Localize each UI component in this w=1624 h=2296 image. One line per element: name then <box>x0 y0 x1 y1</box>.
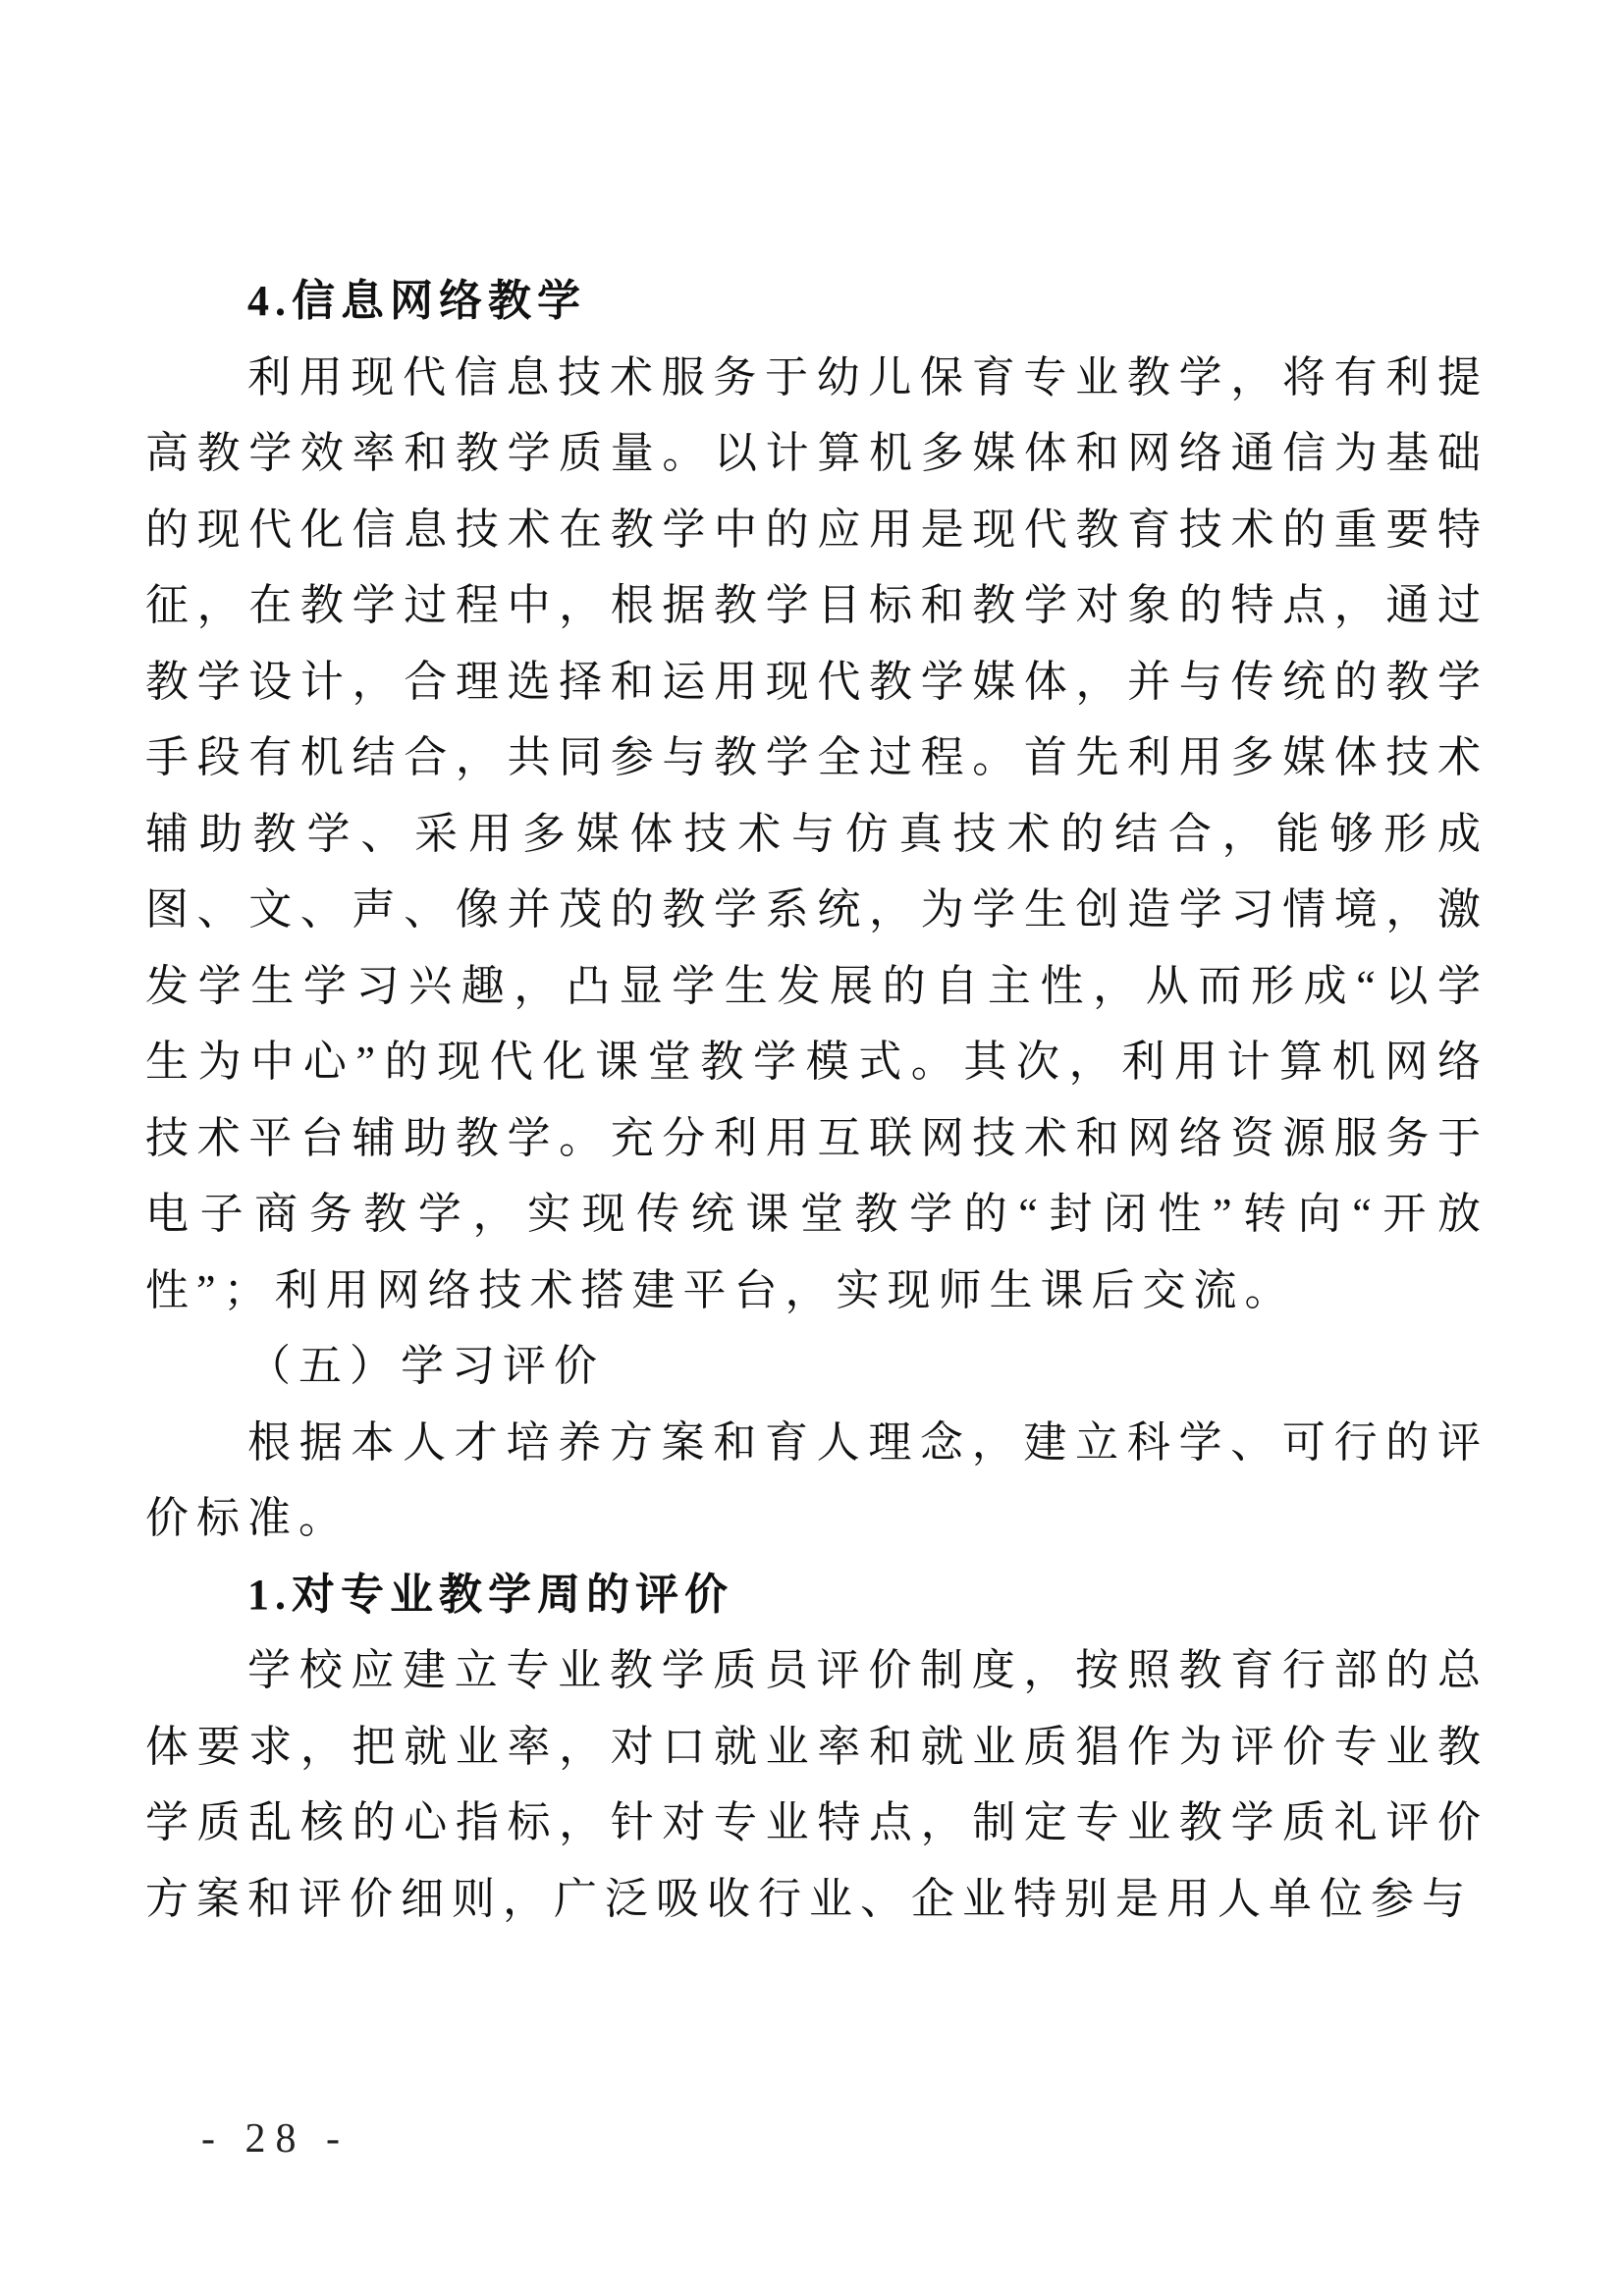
paragraph-school-evaluation: 学校应建立专业教学质员评价制度，按照教育行部的总体要求，把就业率，对口就业率和就业质猖作为评价专业教学质乱核的心指标，针对专业特点，制定专业教学质礼评价方案和评价细则，广泛吸收行业、企业特别是用人单位参与 <box>145 1646 1489 1923</box>
heading-learning-evaluation: （五）学习评价 <box>247 1342 605 1390</box>
heading-info-network-teaching: 4.信息网络教学 <box>247 277 586 325</box>
heading-teaching-week-evaluation: 1.对专业教学周的评价 <box>247 1570 733 1619</box>
paragraph-info-network-teaching: 利用现代信息技术服务于幼儿保育专业教学，将有利提高教学效率和教学质量。以计算机多媒体和网络通信为基础的现代化信息技术在教学中的应用是现代教育技术的重要特征，在教学过程中，根据教学目标和教学对象的特点，通过教学设计，合理选择和运用现代教学媒体，并与传统的教学手段有机结合，共同参与教学全过程。首先利用多媒体技术辅助教学、采用多媒体技术与仿真技术的结合，能够形成图、文、声、像并茂的教学系统，为学生创造学习情境，激发学生学习兴趣，凸显学生发展的自主性，从而形成“以学生为中心”的现代化课堂教学模式。其次，利用计算机网络技术平台辅助教学。充分利用互联网技术和网络资源服务于电子商务教学，实现传统课堂教学的“封闭性”转向“开放性”；利用网络技术搭建平台，实现师生课后交流。 <box>145 352 1489 1314</box>
page-number: - 28 - <box>201 2116 350 2162</box>
page-content <box>145 263 1489 1937</box>
paragraph-evaluation-standard: 根据本人才培养方案和育人理念，建立科学、可行的评价标准。 <box>145 1417 1489 1542</box>
